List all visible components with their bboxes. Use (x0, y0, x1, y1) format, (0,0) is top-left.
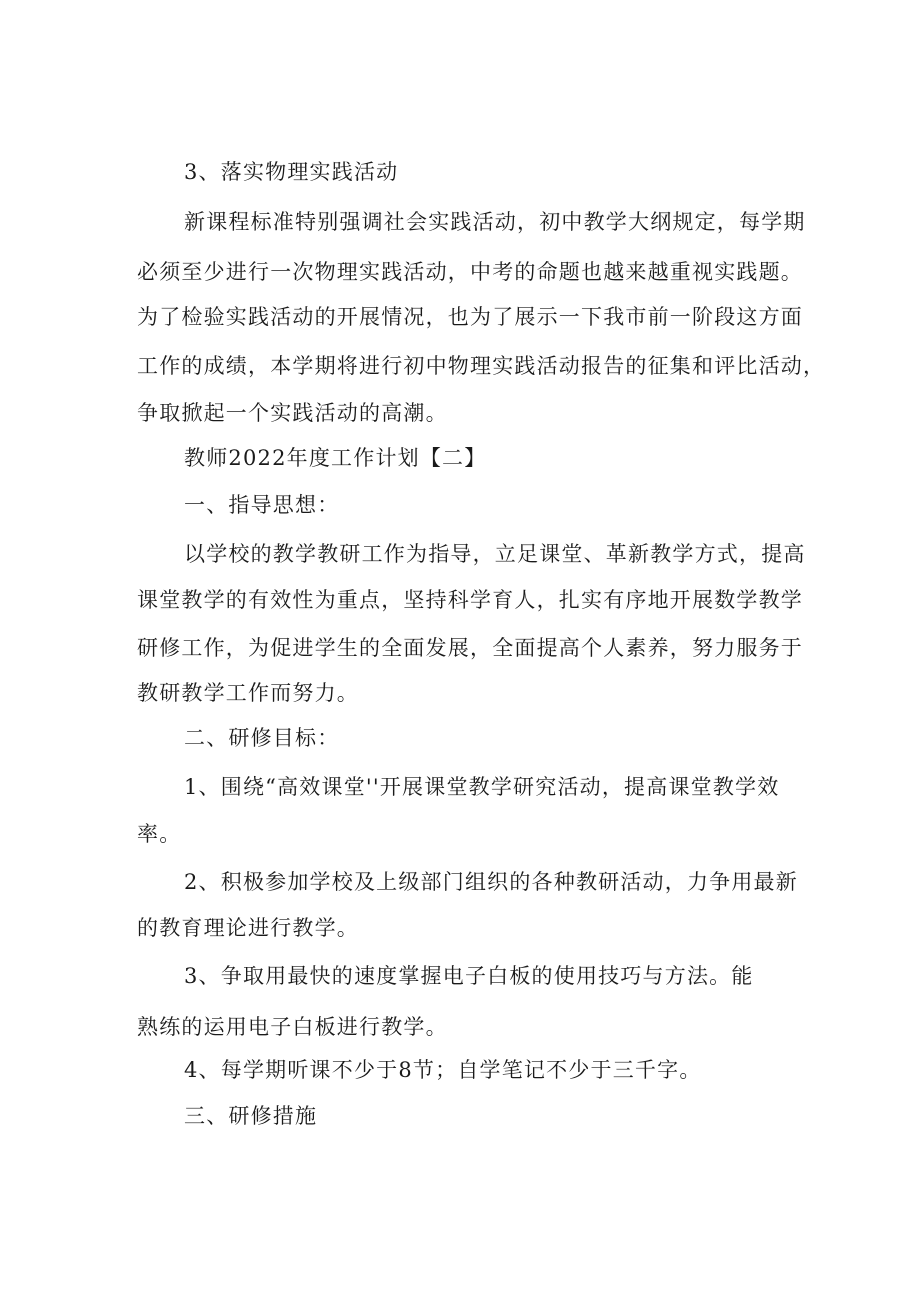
goal-item-3: 3、争取用最快的速度掌握电子白板的使用技巧与方法。能 (184, 964, 754, 988)
section-heading-practice: 3、落实物理实践活动 (184, 160, 399, 184)
paragraph-line: 为了检验实践活动的开展情况，也为了展示一下我市前一阶段这方面 (137, 305, 803, 329)
goal-item-3-continued: 熟练的运用电子白板进行教学。 (137, 1015, 448, 1039)
paragraph-line: 课堂教学的有效性为重点，坚持科学育人，扎实有序地开展数学教学 (137, 588, 803, 612)
plan-title: 教师2022年度工作计划【二】 (184, 446, 487, 470)
paragraph-line: 必须至少进行一次物理实践活动，中考的命题也越来越重视实践题。 (137, 260, 803, 284)
goal-item-1-continued: 率。 (137, 822, 182, 846)
section-heading-guiding-thought: 一、指导思想： (184, 493, 340, 517)
paragraph-line: 以学校的教学教研工作为指导，立足课堂、革新教学方式，提高 (184, 542, 806, 566)
goal-item-4: 4、每学期听课不少于8节；自学笔记不少于三千字。 (184, 1058, 702, 1082)
section-heading-goals: 二、研修目标： (184, 726, 340, 750)
goal-item-1: 1、围绕“高效课堂''开展课堂教学研究活动，提高课堂教学效 (184, 775, 780, 799)
paragraph-line: 研修工作，为促进学生的全面发展，全面提高个人素养，努力服务于 (137, 636, 803, 660)
paragraph-line: 工作的成绩，本学期将进行初中物理实践活动报告的征集和评比活动， (137, 354, 826, 378)
section-heading-measures: 三、研修措施 (184, 1104, 318, 1128)
goal-item-2: 2、积极参加学校及上级部门组织的各种教研活动，力争用最新 (184, 870, 798, 894)
goal-item-2-continued: 的教育理论进行教学。 (137, 916, 359, 940)
paragraph-line: 争取掀起一个实践活动的高潮。 (137, 401, 448, 425)
paragraph-line: 教研教学工作而努力。 (137, 681, 359, 705)
paragraph-line: 新课程标准特别强调社会实践活动，初中教学大纲规定，每学期 (184, 210, 806, 234)
